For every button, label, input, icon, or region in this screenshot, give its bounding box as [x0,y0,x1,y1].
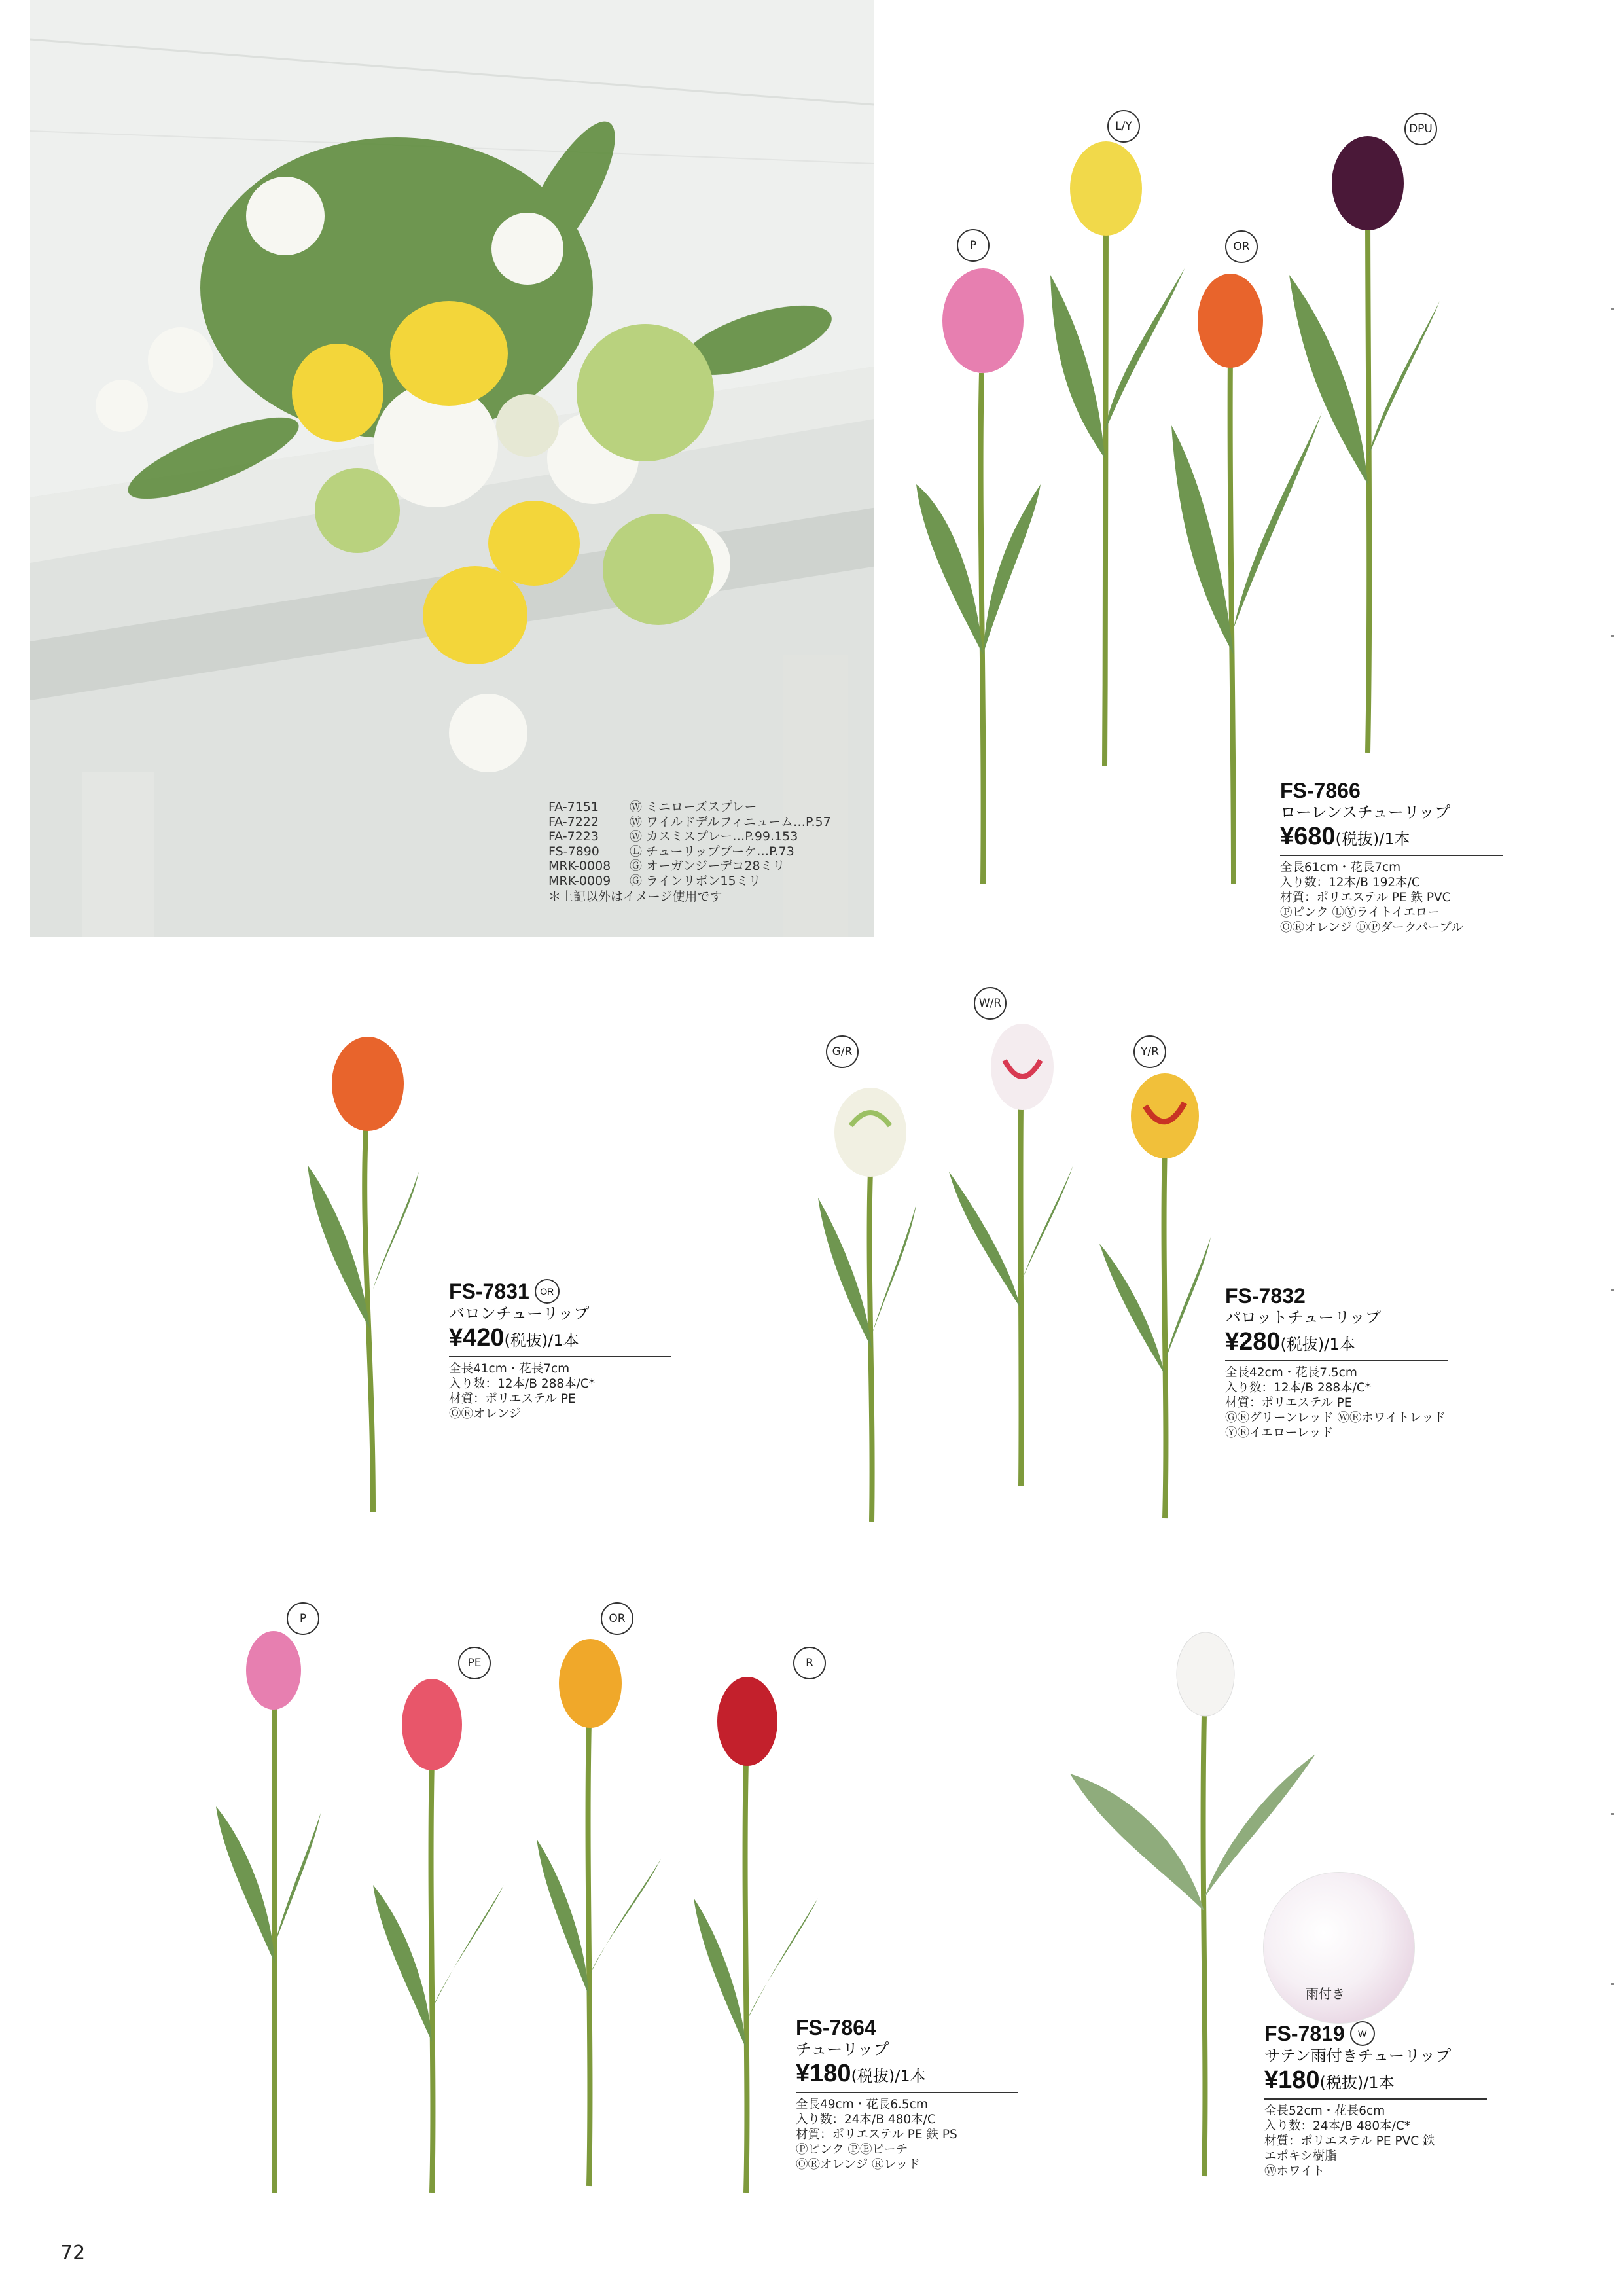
product-price: ¥180(税抜)/1本 [796,2059,1018,2093]
bouquet-credits [548,800,863,905]
raindrop-caption: 雨付き [1306,1986,1345,2001]
fs7832-tulips-image [812,1008,1224,1525]
product-price: ¥180(税抜)/1本 [1264,2066,1487,2100]
code-color-badge: OR [535,1279,560,1304]
credit-row: FA-7223 Ⓦ カスミスプレー…P.99.153 [548,829,798,844]
credit-row: FA-7151 Ⓦ ミニローズスプレー [548,800,757,814]
color-badge-or: OR [601,1602,633,1635]
product-price: ¥680(税抜)/1本 [1280,822,1503,856]
product-name: パロットチューリップ [1225,1308,1381,1327]
credit-row: FA-7222 Ⓦ ワイルドデルフィニューム…P.57 [548,814,831,829]
color-badge-yr: Y/R [1133,1035,1166,1068]
color-badge-r: R [793,1647,826,1679]
color-badge-wr: W/R [974,987,1007,1020]
product-name: サテン雨付きチューリップ [1264,2047,1452,2065]
color-badge-pe: PE [458,1647,491,1679]
product-specs: 全長42cm・花長7.5cm 入り数：12本/B 288本/C* 材質：ポリエステル PE ⒼⓇグリーンレッド ⓌⓇホワイトレッド ⓎⓇイエローレッド [1225,1366,1446,1440]
product-name: チューリップ [796,2040,889,2058]
bouquet-illustration [30,0,874,937]
credit-row: FS-7890 Ⓛ チューリップブーケ…P.73 [548,844,794,859]
product-name: ローレンスチューリップ [1280,803,1451,821]
credit-row: MRK-0008 Ⓖ オーガンジーデコ28ミリ [548,859,785,873]
product-price: ¥280(税抜)/1本 [1225,1327,1448,1361]
color-badge-or: OR [1225,230,1258,263]
product-fs7832 [1225,1284,1448,1441]
product-fs7819 [1264,2021,1487,2179]
scan-mark [1611,1983,1614,1985]
product-name: バロンチューリップ [449,1304,590,1323]
scan-mark [1611,1289,1614,1291]
product-price: ¥420(税抜)/1本 [449,1323,671,1357]
fs7831-tulip-image [301,1028,432,1518]
color-badge-dpu: DPU [1404,113,1437,145]
product-fs7866 [1280,779,1503,935]
product-code: FS-7866 [1280,779,1361,802]
scan-mark [1611,1813,1614,1815]
credits-note: ＊上記以外はイメージ使用です [548,889,722,904]
product-specs: 全長41cm・花長7cm 入り数：12本/B 288本/C* 材質：ポリエステル PE ⓄⓇオレンジ [449,1362,596,1421]
color-badge-ly: L/Y [1107,110,1140,143]
product-code: FS-7819 W [1264,2021,1487,2046]
credit-row: MRK-0009 Ⓖ ラインリボン15ミリ [548,873,761,888]
color-badge-p: P [957,229,990,262]
product-code: FS-7864 [796,2016,876,2039]
scan-mark [1611,635,1614,637]
product-specs: 全長52cm・花長6cm 入り数：24本/B 480本/C* 材質：ポリエステル PE PVC 鉄 エポキシ樹脂 Ⓦホワイト [1264,2104,1435,2178]
product-specs: 全長49cm・花長6.5cm 入り数：24本/B 480本/C 材質：ポリエステル PE 鉄 PS Ⓟピンク ⓅⒺピーチ ⓄⓇオレンジ Ⓡレッド [796,2098,957,2172]
scan-mark [1611,308,1614,310]
product-code: FS-7831 OR [449,1279,671,1304]
page-number: 72 [60,2242,86,2265]
fs7866-tulips-image [910,118,1446,890]
code-color-badge: W [1350,2021,1375,2046]
color-badge-gr: G/R [826,1035,859,1068]
fs7864-tulips-image [209,1617,838,2199]
bouquet-photo [30,0,874,937]
product-fs7864 [796,2016,1018,2172]
product-specs: 全長61cm・花長7cm 入り数：12本/B 192本/C 材質：ポリエステル PE 鉄 PVC Ⓟピンク ⓁⓎライトイエロー ⓄⓇオレンジ ⒹⓅダークパープル [1280,861,1463,935]
product-code: FS-7832 [1225,1284,1306,1308]
product-fs7831 [449,1279,671,1422]
color-badge-p: P [287,1602,319,1635]
